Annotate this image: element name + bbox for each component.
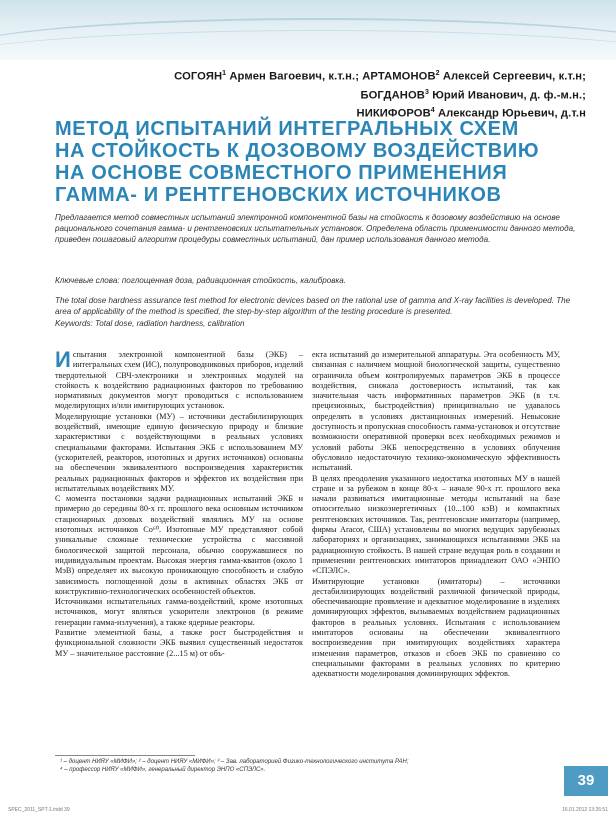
article-title (55, 118, 575, 206)
abstract-english: The total dose hardness assurance test method for electronic devices based on the rational use of gamma and X-ray facilities is developed. The area of applicability of the method is specified, the step-by-step algorithm of the testing procedure is presented. (55, 296, 571, 316)
keywords-english: Keywords: Total dose, radiation hardness, calibration (55, 319, 245, 328)
author-name: НИКИФОРОВ (356, 108, 431, 121)
body-paragraph (55, 347, 303, 412)
page-number: 39 (564, 766, 608, 796)
body-paragraph: В целях преодоления указанного недостатка изотопных МУ в нашей стране и за рубежом в конце 80-х – начале 90-х гг. прошлого века начали развиваться имитационные методы испытаний на базе относительно низкоэнергетичных (10...100 кэВ) и компактных рентгеновских источников. Так, рентгеновские имитаторы (например, фирмы Aracor, США) установлены во многих ведущих зарубежных лабораториях и организациях, занимающихся испытаниями ЭКБ на радиационную стойкость. В нашей стране ведущая роль в создании и применении рентгеновских имитаторов принадлежит ОАО «ЭНПО «СПЭЛС». (312, 473, 560, 576)
print-slug-date: 16.01.2012 13:26:51 (562, 807, 608, 813)
authors-block (46, 66, 586, 122)
title-line: НА СТОЙКОСТЬ К ДОЗОВОМУ ВОЗДЕЙСТВИЮ (55, 140, 540, 162)
paragraph-text: спытания электронной компонентной базы (ЭКБ) – интегральных схем (ИС), полупроводниковых приборов, изделий твердотельной СВЧ-электроники и электронных модулей на стойкость к воздействию радиационных факторов по требованию нормативных документов могут проводиться с использованием моделирующих и/или имитирующих установок. (55, 350, 303, 411)
body-paragraph: Источниками испытательных гамма-воздействий, кроме изотопных источников, могут являться ускорители электронов (в режиме генерации гамма-излучения), а также ядерные реакторы. (55, 597, 303, 627)
body-paragraph: С момента постановки задачи радиационных испытаний ЭКБ и примерно до середины 80-х гг. прошлого века основным источником стационарных дозовых воздействий являлись МУ на основе изотопных источников Co⁶⁰. Изотопные МУ представляют собой уникальные сложные технические устройства с массивной биологической защитой персонала, обычно сооружавшиеся по индивидуальным проектам. Высокая энергия гамма-квантов (около 1 МэВ) определяет их высокую проникающую способность и слабую зависимость поглощенной дозы в активных областях ЭКБ от конструктивно-технологических особенностей объектов. (55, 494, 303, 596)
body-column-left (55, 347, 303, 659)
body-paragraph: Моделирующие установки (МУ) – источники дестабилизирующих воздействий, имеющие единую физическую природу и близкие характеристики с воздействующими в реальных условиях специальными факторами. Испытания ЭКБ с использованием МУ (ускорителей, реакторов, изотопных и других источников) основаны на обеспечении эквивалентного воспроизведения характеристик реальных радиационных факторов и эффектов их воздействия при испытательных воздействиях МУ. (55, 411, 303, 493)
footnote-divider (55, 755, 195, 756)
print-slug-file: SPEC_2011_SPT-1.indd 39 (8, 807, 70, 813)
author-footnote-mark: 2 (435, 70, 440, 77)
title-line: МЕТОД ИСПЫТАНИЙ ИНТЕГРАЛЬНЫХ СХЕМ (55, 118, 519, 140)
author-name: СОГОЯН (174, 70, 223, 83)
author-footnote-mark: 4 (430, 107, 435, 115)
author-footnote-mark: 1 (222, 70, 227, 77)
title-line: ГАММА- И РЕНТГЕНОВСКИХ ИСТОЧНИКОВ (55, 184, 502, 206)
body-paragraph: Развитие элементной базы, а также рост быстродействия и функциональной сложности ЭКБ выявил существенный недостаток МУ – значительное расстояние (2...15 м) от объ- (55, 628, 303, 658)
author-details: Алексей Сергеевич, к.т.н; (439, 70, 586, 83)
keywords-russian: Ключевые слова: поглощенная доза, радиационная стойкость, калибровка. (55, 276, 346, 285)
author-name: БОГДАНОВ (360, 89, 425, 102)
body-paragraph: Имитирующие установки (имитаторы) – источники дестабилизирующих воздействий различной физической природы, обеспечивающие проявление и адекватное моделирование в изделиях доминирующих эффектов, вызываемых воздействием радиационных факторов в реальных условиях. Испытания с использованием имитаторов основаны на обеспечении эквивалентного воспроизведения при имитирующих воздействиях характера изменения параметров, отказов и сбоев ЭКБ по сравнению со специальными факторами в реальных условиях по критерию адекватности моделирования доминирующих эффектов. (312, 576, 560, 679)
footnote-line: ⁴ – профессор НИЯУ «МИФИ», генеральный директор ЭНПО «СПЭЛС». (60, 767, 266, 773)
footnotes (60, 758, 560, 774)
abstract-russian: Предлагается метод совместных испытаний электронной компонентной базы на стойкость к дозовому воздействию на основе рационального сочетания гамма- и рентгеновских испытательных установок. Определена область применимости данного метода, приведен пошаговый алгоритм процедуры совместных испытаний, дан пример использования данного метода. (55, 213, 576, 244)
author-details: Юрий Иванович, д. ф.-м.н.; (428, 89, 586, 102)
footnote-line: ¹ – доцент НИЯУ «МИФИ»; ² – доцент НИЯУ «МИФИ»; ³ – Зав. лабораторией Физико-технологического института РАН; (60, 759, 409, 765)
author-line (46, 66, 586, 85)
author-line (46, 85, 586, 104)
body-paragraph: екта испытаний до измерительной аппаратуры. Эта особенность МУ, связанная с наличием мощной биологической защиты, существенно ограничила объем контролируемых параметров ЭКБ в процессе воздействия, снижала достоверность испытаний, так как значительная часть информативных параметров ЭКБ (в т.ч. прецизионных, быстродействия) принципиально не удавалось определять в условиях дистанционных измерений. Невысокие доступность и пропускная способность гамма-установок и отсутствие возможности оперативной проверки всех необходимых режимов и условий работы ЭКБ непосредственно в условиях облучения обусловило недостаточную технико-экономическую эффективность испытаний. (312, 350, 560, 473)
author-footnote-mark: 3 (424, 88, 429, 96)
author-details: Александр Юрьевич, д.т.н (434, 108, 586, 121)
header-decoration (0, 0, 616, 60)
body-column-right (312, 350, 560, 680)
author-details: Армен Вагоевич, к.т.н.; (226, 70, 363, 83)
author-name: АРТАМОНОВ (362, 70, 436, 83)
title-line: НА ОСНОВЕ СОВМЕСТНОГО ПРИМЕНЕНИЯ (55, 162, 508, 184)
drop-cap: И (55, 347, 71, 372)
